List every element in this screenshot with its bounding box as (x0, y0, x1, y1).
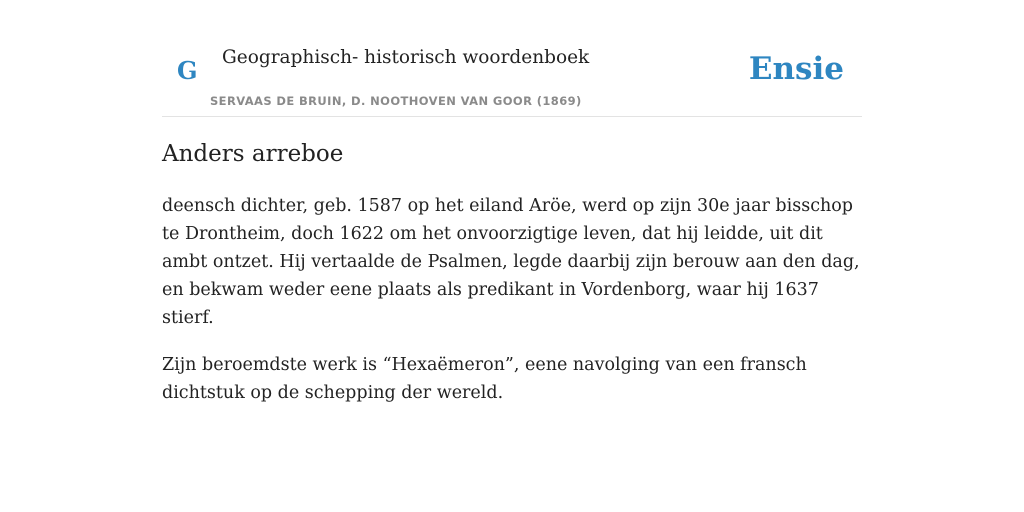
ensie-logo-link[interactable]: Ensie (748, 51, 844, 87)
book-authors: SERVAAS DE BRUIN, D. NOOTHOVEN VAN GOOR (1869) (210, 94, 582, 108)
entry-paragraph: deensch dichter, geb. 1587 op het eiland Aröe, werd op zijn 30e jaar bisschop te Drontheim, doch 1622 om het onvoorzigtige leven, dat hij leidde, uit dit ambt ontzet. Hij vertaalde de Psalmen, legde daarbij zijn berouw aan den dag, en bekwam weder eene plaats als predikant in Vordenborg, waar hij 1637 stierf. (162, 196, 860, 328)
entry-body (162, 192, 862, 426)
entry-title: Anders arreboe (162, 141, 344, 167)
book-initial-icon: G (177, 56, 198, 85)
entry-paragraph: Zijn beroemdste werk is “Hexaëmeron”, eene navolging van een fransch dichtstuk op de schepping der wereld. (162, 355, 807, 403)
book-header (162, 30, 862, 117)
book-title-link[interactable]: Geographisch- historisch woordenboek (222, 47, 590, 68)
